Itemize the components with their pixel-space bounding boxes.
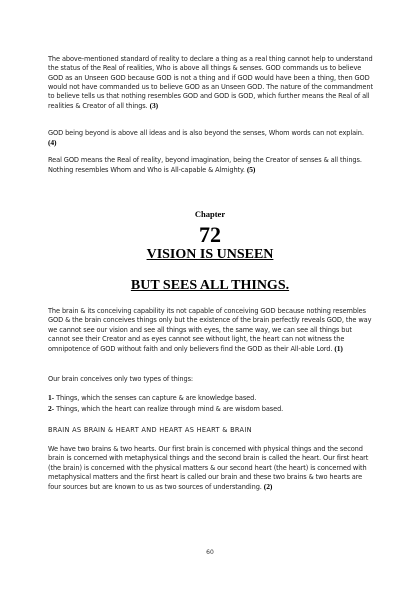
chapter-title-line-2-text: BUT SEES ALL THINGS. bbox=[130, 278, 290, 293]
list-item-2-text: Things, which the heart can realize through mind & are wisdom based. bbox=[56, 405, 284, 413]
paragraph-4 bbox=[48, 307, 374, 354]
list-item-1 bbox=[48, 393, 374, 403]
paragraph-3 bbox=[48, 156, 374, 176]
chapter-title-line-2 bbox=[0, 278, 420, 294]
paragraph-5-text: Our brain conceives only two types of things: bbox=[48, 375, 194, 383]
reference-1: (1) bbox=[334, 344, 343, 354]
reference-2: (2) bbox=[263, 482, 273, 492]
chapter-title-line-1 bbox=[0, 247, 420, 263]
list-item-1-number: 1- bbox=[48, 393, 55, 402]
paragraph-6 bbox=[48, 445, 374, 492]
paragraph-4-text: The brain & its conceiving capability its not capable of conceiving GOD because nothing resembles GOD & the brain conceives things only but the existence of the brain perfectly reveals GOD, the way we cannot see our vision and see all things with eyes, the same way, we can see all things but cannot see their Creator and as eyes cannot see without light, the heart can not witness the omnipotence of GOD without faith and only believers find the GOD as their All-able Lord. bbox=[48, 307, 372, 354]
reference-5: (5) bbox=[246, 165, 256, 175]
paragraph-1 bbox=[48, 55, 374, 112]
list-item-2 bbox=[48, 404, 374, 414]
chapter-number: 72 bbox=[199, 222, 221, 247]
paragraph-6-text: We have two brains & two hearts. Our first brain is concerned with physical things and the second brain is concerned with metaphysical things and the second brain is called the heart. Our first heart (the brain) is concerned with the physical matters & our second heart (the heart) is concerned with metaphysical matters and the first heart is called our brain and these two brains & two hearts are four sources but are known to us as two sources of understanding. bbox=[48, 445, 369, 492]
list-item-1-text: Things, which the senses can capture & are knowledge based. bbox=[56, 394, 257, 402]
paragraph-2 bbox=[48, 129, 374, 149]
paragraph-1-text: The above-mentioned standard of reality to declare a thing as a real thing cannot help to understand the status of the Real of realities, Who is above all things & senses. GOD commands us to believe GOD as an Unseen GOD because GOD is not a thing and if GOD would have been a thing, then GOD would not have commanded us to believe GOD as an Unseen GOD. The nature of the commandment to believe tells us that nothing resembles GOD and GOD is GOD, which further means the Real of all realities & Creator of all things. bbox=[48, 55, 373, 111]
chapter-title-line-1-text: VISION IS UNSEEN bbox=[146, 247, 274, 262]
reference-4: (4) bbox=[48, 138, 57, 148]
reference-3: (3) bbox=[149, 101, 159, 111]
page-number: 60 bbox=[206, 549, 214, 556]
paragraph-2-text: GOD being beyond is above all ideas and is also beyond the senses, Whom words can not explain. bbox=[48, 129, 364, 137]
subheading: BRAIN AS BRAIN & HEART AND HEART AS HEART & BRAIN bbox=[48, 426, 252, 434]
paragraph-5 bbox=[48, 375, 374, 384]
list-item-2-number: 2- bbox=[48, 404, 55, 413]
paragraph-3-text: Real GOD means the Real of reality, beyond imagination, being the Creator of senses & all things. Nothing resembles Whom and Who is All-capable & Almighty. bbox=[48, 156, 362, 175]
chapter-label: Chapter bbox=[194, 209, 226, 219]
